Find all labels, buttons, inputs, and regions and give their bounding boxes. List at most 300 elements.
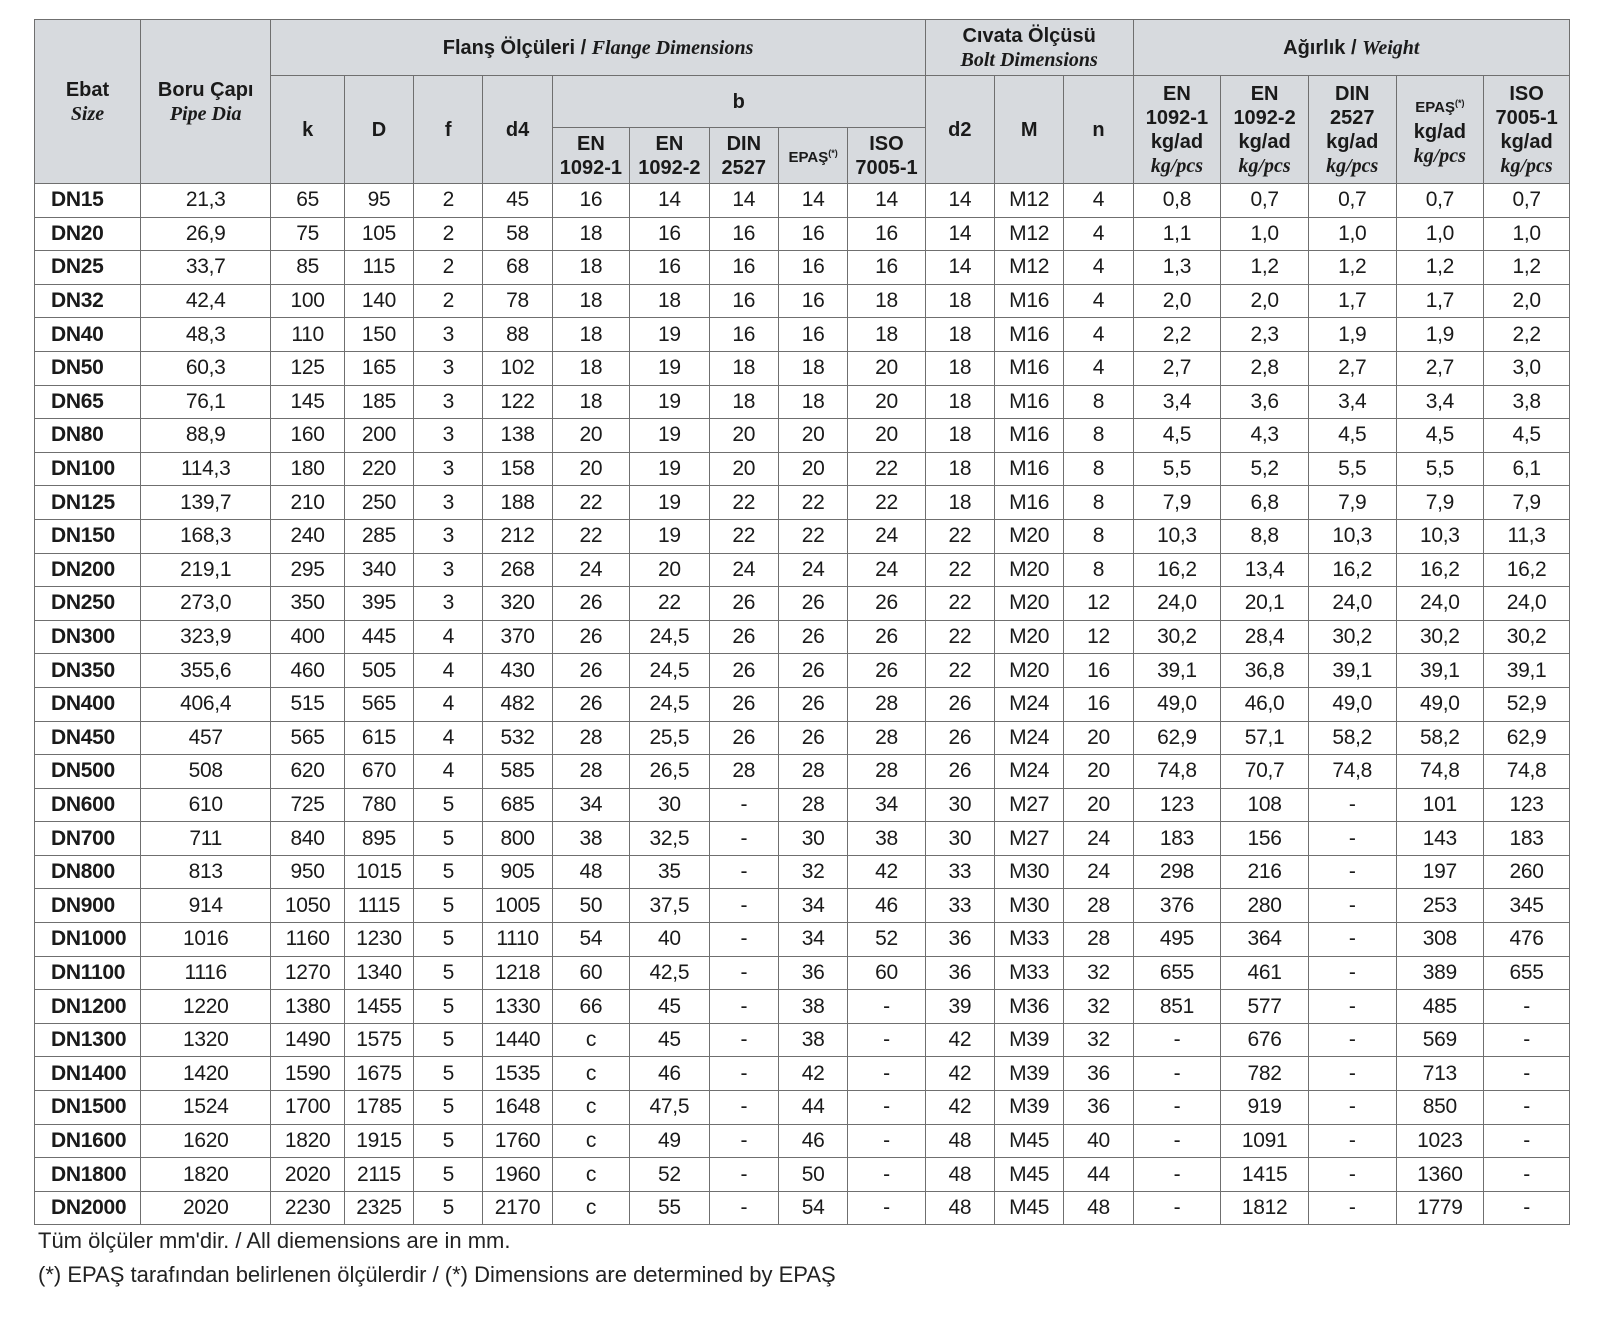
- table-cell: 2: [414, 184, 483, 218]
- table-cell: -: [1484, 1191, 1570, 1225]
- table-cell: -: [1308, 1124, 1396, 1158]
- table-cell: M33: [995, 923, 1064, 957]
- header-pipe-tr: Boru Çapı: [157, 78, 254, 101]
- footnote-units: Tüm ölçüler mm'dir. / All diemensions are in mm.: [38, 1228, 511, 1253]
- table-cell: 4,5: [1484, 419, 1570, 453]
- table-cell: 60: [552, 956, 629, 990]
- table-cell: 16: [1064, 687, 1133, 721]
- table-cell: 16: [630, 251, 709, 285]
- table-cell: 26: [709, 721, 778, 755]
- table-cell: 26,5: [630, 755, 709, 789]
- table-cell: 14: [925, 184, 994, 218]
- table-cell: 1648: [483, 1091, 552, 1125]
- table-cell: 5: [414, 923, 483, 957]
- table-cell: 1420: [140, 1057, 270, 1091]
- table-cell: 1380: [271, 990, 344, 1024]
- table-cell: 24,5: [630, 620, 709, 654]
- table-cell: c: [552, 1124, 629, 1158]
- table-cell: 158: [483, 452, 552, 486]
- header-n: n: [1064, 76, 1133, 184]
- table-cell: 102: [483, 351, 552, 385]
- table-cell: M16: [995, 318, 1064, 352]
- table-cell: 0,8: [1133, 184, 1221, 218]
- table-cell: 210: [271, 486, 344, 520]
- table-cell: 18: [925, 284, 994, 318]
- table-cell: 16: [709, 217, 778, 251]
- table-cell: 2,3: [1221, 318, 1309, 352]
- table-cell: 1620: [140, 1124, 270, 1158]
- table-cell: 52: [848, 923, 925, 957]
- table-cell: 26: [848, 654, 925, 688]
- table-cell: 3,8: [1484, 385, 1570, 419]
- table-cell: -: [709, 1124, 778, 1158]
- table-cell: 26: [552, 687, 629, 721]
- table-cell: 813: [140, 855, 270, 889]
- size-cell: DN32: [35, 284, 141, 318]
- size-cell: DN350: [35, 654, 141, 688]
- table-cell: -: [1308, 1057, 1396, 1091]
- table-cell: 123: [1484, 788, 1570, 822]
- table-cell: 30: [925, 822, 994, 856]
- table-cell: 782: [1221, 1057, 1309, 1091]
- table-cell: 355,6: [140, 654, 270, 688]
- table-cell: 1760: [483, 1124, 552, 1158]
- table-cell: 1779: [1396, 1191, 1484, 1225]
- table-cell: 55: [630, 1191, 709, 1225]
- table-cell: 1,2: [1308, 251, 1396, 285]
- table-cell: 4: [1064, 251, 1133, 285]
- table-cell: 5,2: [1221, 452, 1309, 486]
- table-cell: 460: [271, 654, 344, 688]
- table-cell: 713: [1396, 1057, 1484, 1091]
- table-cell: 1,0: [1221, 217, 1309, 251]
- table-row: [35, 956, 1570, 990]
- table-cell: 5: [414, 889, 483, 923]
- header-flange-dimensions: [271, 20, 925, 76]
- table-cell: M33: [995, 956, 1064, 990]
- table-cell: 26: [778, 687, 847, 721]
- table-cell: 16,2: [1396, 553, 1484, 587]
- table-cell: 273,0: [140, 587, 270, 621]
- table-cell: 28: [552, 721, 629, 755]
- table-cell: 1,0: [1308, 217, 1396, 251]
- table-cell: 1,1: [1133, 217, 1221, 251]
- table-cell: 18: [925, 318, 994, 352]
- table-cell: 445: [344, 620, 413, 654]
- table-cell: 2020: [140, 1191, 270, 1225]
- table-cell: 4: [414, 687, 483, 721]
- table-cell: -: [848, 1023, 925, 1057]
- table-cell: 12: [1064, 587, 1133, 621]
- table-cell: 5: [414, 1191, 483, 1225]
- table-cell: 28: [709, 755, 778, 789]
- table-cell: 42: [925, 1023, 994, 1057]
- table-cell: -: [848, 1057, 925, 1091]
- table-cell: 49,0: [1396, 687, 1484, 721]
- table-cell: 70,7: [1221, 755, 1309, 789]
- table-cell: 308: [1396, 923, 1484, 957]
- table-cell: 8: [1064, 452, 1133, 486]
- table-cell: c: [552, 1023, 629, 1057]
- table-cell: 88,9: [140, 419, 270, 453]
- table-cell: 370: [483, 620, 552, 654]
- table-cell: 52: [630, 1158, 709, 1192]
- table-cell: -: [709, 923, 778, 957]
- table-cell: 1015: [344, 855, 413, 889]
- table-cell: 42: [925, 1057, 994, 1091]
- header-weight: [1133, 20, 1569, 76]
- table-cell: 20: [848, 385, 925, 419]
- table-cell: 430: [483, 654, 552, 688]
- table-cell: 30: [630, 788, 709, 822]
- table-cell: 1590: [271, 1057, 344, 1091]
- table-cell: M24: [995, 687, 1064, 721]
- table-cell: 48: [925, 1191, 994, 1225]
- header-size-en: Size: [70, 102, 105, 125]
- table-cell: 32: [778, 855, 847, 889]
- table-cell: 24: [778, 553, 847, 587]
- table-cell: 28: [1064, 889, 1133, 923]
- header-weight-en-1092-1: [1133, 76, 1221, 184]
- table-cell: 26: [778, 654, 847, 688]
- table-cell: 1091: [1221, 1124, 1309, 1158]
- w2-l2: 1092-2: [1233, 106, 1296, 129]
- table-cell: 26: [848, 587, 925, 621]
- table-cell: 24: [1064, 855, 1133, 889]
- table-cell: 114,3: [140, 452, 270, 486]
- table-cell: 25,5: [630, 721, 709, 755]
- table-cell: 38: [552, 822, 629, 856]
- table-cell: 16: [778, 318, 847, 352]
- table-cell: 10,3: [1133, 519, 1221, 553]
- table-row: [35, 990, 1570, 1024]
- table-cell: 22: [925, 654, 994, 688]
- table-cell: 1960: [483, 1158, 552, 1192]
- table-cell: 26: [552, 654, 629, 688]
- table-cell: 6,1: [1484, 452, 1570, 486]
- table-cell: 5: [414, 1057, 483, 1091]
- table-row: [35, 1057, 1570, 1091]
- table-cell: 482: [483, 687, 552, 721]
- table-cell: -: [709, 822, 778, 856]
- table-cell: 26: [925, 755, 994, 789]
- table-cell: 101: [1396, 788, 1484, 822]
- table-cell: -: [1308, 1023, 1396, 1057]
- table-cell: 7,9: [1396, 486, 1484, 520]
- table-cell: 60: [848, 956, 925, 990]
- table-cell: 5: [414, 1023, 483, 1057]
- table-cell: M30: [995, 855, 1064, 889]
- w5-unit: kg/ad: [1500, 130, 1553, 153]
- table-cell: 4,5: [1308, 419, 1396, 453]
- table-cell: M45: [995, 1158, 1064, 1192]
- table-cell: 0,7: [1396, 184, 1484, 218]
- table-cell: -: [848, 990, 925, 1024]
- table-cell: 1455: [344, 990, 413, 1024]
- table-cell: 75: [271, 217, 344, 251]
- table-cell: 1,9: [1396, 318, 1484, 352]
- table-cell: 60,3: [140, 351, 270, 385]
- table-cell: 0,7: [1484, 184, 1570, 218]
- table-cell: 24: [709, 553, 778, 587]
- table-cell: 18: [925, 351, 994, 385]
- table-cell: 569: [1396, 1023, 1484, 1057]
- table-cell: 168,3: [140, 519, 270, 553]
- table-cell: -: [1484, 1057, 1570, 1091]
- table-cell: 4: [1064, 284, 1133, 318]
- table-cell: 30,2: [1133, 620, 1221, 654]
- table-cell: 22: [630, 587, 709, 621]
- table-cell: 1005: [483, 889, 552, 923]
- header-d2: d2: [925, 76, 994, 184]
- table-cell: 105: [344, 217, 413, 251]
- table-cell: 10,3: [1396, 519, 1484, 553]
- table-cell: 22: [552, 486, 629, 520]
- table-cell: 18: [552, 284, 629, 318]
- table-cell: -: [709, 855, 778, 889]
- table-cell: 46: [630, 1057, 709, 1091]
- table-cell: 220: [344, 452, 413, 486]
- table-cell: 389: [1396, 956, 1484, 990]
- size-cell: DN80: [35, 419, 141, 453]
- table-cell: 2,2: [1484, 318, 1570, 352]
- table-cell: 20: [778, 452, 847, 486]
- table-cell: 39,1: [1308, 654, 1396, 688]
- table-cell: 5: [414, 1158, 483, 1192]
- table-cell: 3: [414, 351, 483, 385]
- table-cell: 24: [848, 519, 925, 553]
- w4-unit: kg/ad: [1413, 121, 1466, 143]
- table-cell: 28,4: [1221, 620, 1309, 654]
- table-cell: 36: [925, 923, 994, 957]
- table-cell: 20: [848, 351, 925, 385]
- table-cell: 34: [778, 923, 847, 957]
- table-cell: 40: [630, 923, 709, 957]
- table-cell: 197: [1396, 855, 1484, 889]
- w4-sup: (*): [1454, 98, 1465, 108]
- table-cell: 46: [848, 889, 925, 923]
- table-cell: 138: [483, 419, 552, 453]
- table-cell: M24: [995, 755, 1064, 789]
- table-row: [35, 822, 1570, 856]
- table-cell: 54: [552, 923, 629, 957]
- table-row: [35, 217, 1570, 251]
- footnotes: [38, 1224, 836, 1292]
- table-cell: -: [1308, 1191, 1396, 1225]
- table-cell: 36: [1064, 1057, 1133, 1091]
- table-cell: 3: [414, 486, 483, 520]
- table-cell: M39: [995, 1091, 1064, 1125]
- table-row: [35, 855, 1570, 889]
- table-cell: 1,2: [1484, 251, 1570, 285]
- table-cell: M27: [995, 788, 1064, 822]
- table-cell: 2: [414, 284, 483, 318]
- table-cell: 0,7: [1221, 184, 1309, 218]
- header-bolt-tr: Cıvata Ölçüsü: [962, 24, 1096, 47]
- table-cell: 24,0: [1308, 587, 1396, 621]
- table-cell: 36: [925, 956, 994, 990]
- table-cell: 725: [271, 788, 344, 822]
- table-cell: 33,7: [140, 251, 270, 285]
- table-cell: 4: [414, 755, 483, 789]
- table-cell: 219,1: [140, 553, 270, 587]
- table-cell: 8: [1064, 385, 1133, 419]
- size-cell: DN1600: [35, 1124, 141, 1158]
- table-cell: -: [709, 889, 778, 923]
- header-flange-sep: /: [575, 36, 592, 59]
- table-row: [35, 788, 1570, 822]
- table-cell: 4,3: [1221, 419, 1309, 453]
- table-cell: 950: [271, 855, 344, 889]
- table-cell: 34: [778, 889, 847, 923]
- w2-unit: kg/ad: [1238, 130, 1291, 153]
- table-cell: 655: [1133, 956, 1221, 990]
- table-cell: 3: [414, 519, 483, 553]
- header-D: D: [344, 76, 413, 184]
- table-cell: 3,4: [1308, 385, 1396, 419]
- table-cell: 33: [925, 889, 994, 923]
- table-cell: 1,7: [1396, 284, 1484, 318]
- table-cell: 20: [1064, 788, 1133, 822]
- table-cell: 1812: [1221, 1191, 1309, 1225]
- table-cell: 16: [709, 251, 778, 285]
- table-row: [35, 1023, 1570, 1057]
- header-pipe-dia: [140, 20, 270, 184]
- table-cell: 1050: [271, 889, 344, 923]
- table-cell: 1,0: [1396, 217, 1484, 251]
- size-cell: DN150: [35, 519, 141, 553]
- table-cell: 620: [271, 755, 344, 789]
- table-cell: 110: [271, 318, 344, 352]
- table-row: [35, 721, 1570, 755]
- table-cell: 2: [414, 251, 483, 285]
- table-cell: 1230: [344, 923, 413, 957]
- table-cell: 16,2: [1484, 553, 1570, 587]
- table-cell: M12: [995, 251, 1064, 285]
- table-row: [35, 1158, 1570, 1192]
- header-flange-en: Flange Dimensions: [591, 36, 754, 59]
- table-cell: 577: [1221, 990, 1309, 1024]
- table-cell: 320: [483, 587, 552, 621]
- table-cell: 4: [414, 654, 483, 688]
- table-cell: 22: [778, 519, 847, 553]
- table-cell: 24: [552, 553, 629, 587]
- table-cell: 495: [1133, 923, 1221, 957]
- table-cell: 36: [1064, 1091, 1133, 1125]
- size-cell: DN1300: [35, 1023, 141, 1057]
- table-cell: 42,4: [140, 284, 270, 318]
- table-cell: 22: [778, 486, 847, 520]
- table-row: [35, 1191, 1570, 1225]
- table-cell: 216: [1221, 855, 1309, 889]
- table-cell: 7,9: [1133, 486, 1221, 520]
- table-cell: 485: [1396, 990, 1484, 1024]
- table-cell: 44: [778, 1091, 847, 1125]
- table-cell: 14: [709, 184, 778, 218]
- table-cell: 74,8: [1133, 755, 1221, 789]
- table-cell: 36,8: [1221, 654, 1309, 688]
- table-cell: -: [1308, 1158, 1396, 1192]
- header-b-en-1092-1: [552, 128, 629, 184]
- table-cell: 1160: [271, 923, 344, 957]
- table-row: [35, 587, 1570, 621]
- table-cell: 18: [925, 385, 994, 419]
- table-cell: 19: [630, 452, 709, 486]
- table-cell: M20: [995, 620, 1064, 654]
- table-cell: 5: [414, 1091, 483, 1125]
- table-cell: 515: [271, 687, 344, 721]
- table-cell: 16: [709, 284, 778, 318]
- w4-l1: EPAŞ: [1415, 99, 1455, 116]
- size-cell: DN300: [35, 620, 141, 654]
- table-cell: 285: [344, 519, 413, 553]
- table-cell: 35: [630, 855, 709, 889]
- table-cell: 48: [552, 855, 629, 889]
- table-row: [35, 318, 1570, 352]
- table-cell: 78: [483, 284, 552, 318]
- table-row: [35, 1091, 1570, 1125]
- table-cell: 2,0: [1484, 284, 1570, 318]
- table-cell: 3: [414, 318, 483, 352]
- table-cell: 2,2: [1133, 318, 1221, 352]
- table-cell: 28: [778, 788, 847, 822]
- table-cell: 4: [1064, 184, 1133, 218]
- table-cell: 840: [271, 822, 344, 856]
- table-cell: 298: [1133, 855, 1221, 889]
- b3-l1: DIN: [726, 132, 762, 155]
- table-cell: 2170: [483, 1191, 552, 1225]
- table-cell: 4: [414, 721, 483, 755]
- table-cell: 1535: [483, 1057, 552, 1091]
- table-cell: 37,5: [630, 889, 709, 923]
- table-cell: M16: [995, 351, 1064, 385]
- table-cell: 34: [552, 788, 629, 822]
- table-cell: 39: [925, 990, 994, 1024]
- table-cell: 14: [848, 184, 925, 218]
- table-cell: 914: [140, 889, 270, 923]
- table-cell: 851: [1133, 990, 1221, 1024]
- table-row: [35, 184, 1570, 218]
- table-cell: 7,9: [1308, 486, 1396, 520]
- table-cell: 400: [271, 620, 344, 654]
- table-cell: 8,8: [1221, 519, 1309, 553]
- table-cell: 22: [925, 587, 994, 621]
- table-cell: M16: [995, 486, 1064, 520]
- table-cell: 295: [271, 553, 344, 587]
- table-cell: 250: [344, 486, 413, 520]
- header-b-din-2527: [709, 128, 778, 184]
- table-cell: 40: [1064, 1124, 1133, 1158]
- table-cell: 345: [1484, 889, 1570, 923]
- table-cell: 28: [848, 721, 925, 755]
- table-cell: 395: [344, 587, 413, 621]
- table-cell: 1016: [140, 923, 270, 957]
- table-cell: 12: [1064, 620, 1133, 654]
- table-cell: M12: [995, 217, 1064, 251]
- table-cell: 1575: [344, 1023, 413, 1057]
- table-cell: 1,3: [1133, 251, 1221, 285]
- b1-l2: 1092-1: [559, 156, 623, 179]
- header-b: b: [552, 76, 925, 128]
- table-cell: 610: [140, 788, 270, 822]
- table-cell: -: [709, 990, 778, 1024]
- table-cell: -: [848, 1091, 925, 1125]
- size-cell: DN20: [35, 217, 141, 251]
- table-cell: 18: [552, 318, 629, 352]
- table-cell: 1820: [140, 1158, 270, 1192]
- table-cell: 45: [630, 1023, 709, 1057]
- table-cell: 565: [344, 687, 413, 721]
